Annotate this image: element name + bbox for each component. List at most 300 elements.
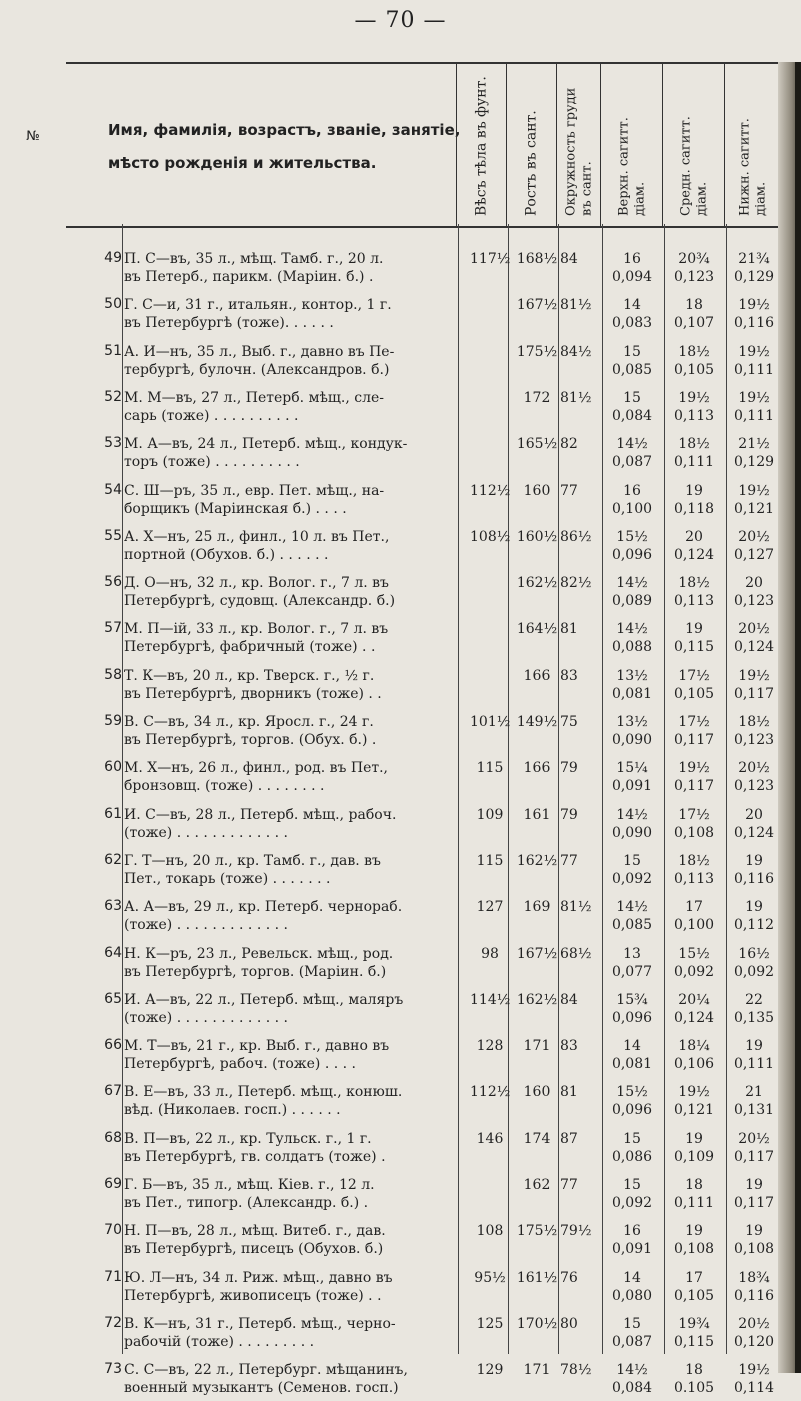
row-middle-cm: 20¾ — [678, 251, 710, 267]
row-number: 51 — [104, 342, 122, 359]
row-description — [124, 389, 459, 425]
row-middle-ratio: 0,118 — [673, 500, 715, 517]
row-lower-ratio: 0,129 — [733, 269, 775, 285]
row-chest: 77 — [560, 1177, 578, 1193]
row-middle-ratio: 0,108 — [673, 824, 715, 841]
row-middle-ratio: 0.105 — [673, 1380, 715, 1397]
row-middle-cm: 15½ — [678, 945, 710, 962]
row-upper-ratio: 0,087 — [611, 1333, 653, 1350]
row-height: 169 — [523, 899, 551, 916]
row-upper-ratio: 0,080 — [611, 1287, 653, 1304]
row-description-line1: А. А—въ, 29 л., кр. Петерб. чернораб. — [124, 899, 403, 916]
row-weight: 117½ — [470, 251, 511, 267]
row-lower-ratio: 0,124 — [733, 824, 775, 841]
row-middle-cm: 18¼ — [678, 1038, 710, 1055]
row-upper-sagittal — [606, 1130, 658, 1166]
header-middle-sagittal — [662, 64, 724, 226]
row-upper-sagittal — [606, 991, 658, 1027]
row-middle-ratio: 0,117 — [673, 778, 715, 795]
row-lower-cm: 22 — [745, 991, 763, 1008]
row-lower-sagittal — [728, 898, 780, 934]
row-description — [124, 991, 459, 1027]
table-row — [0, 1222, 801, 1262]
header-name-line1: Имя, фамилія, возрастъ, званіе, занятіе, — [108, 121, 461, 139]
row-upper-sagittal — [606, 759, 658, 795]
row-middle-ratio: 0,121 — [673, 1102, 715, 1119]
row-middle-cm: 19 — [685, 1223, 703, 1240]
row-number: 57 — [104, 620, 122, 637]
row-lower-ratio: 0,111 — [733, 1056, 775, 1073]
row-description — [124, 945, 459, 981]
row-number: 72 — [104, 1314, 122, 1331]
row-upper-cm: 14½ — [616, 575, 648, 592]
row-middle-ratio: 0,113 — [673, 407, 715, 424]
row-description-line1: Г. Т—нъ, 20 л., кр. Тамб. г., дав. въ — [124, 852, 381, 869]
row-description — [124, 806, 459, 842]
row-chest: 68½ — [560, 945, 592, 962]
header-height — [506, 64, 556, 226]
table-row — [0, 806, 801, 846]
row-lower-ratio: 0,092 — [733, 963, 775, 980]
row-lower-ratio: 0,123 — [733, 732, 775, 748]
row-description-line2: въ Пет., типогр. (Александр. б.) . — [124, 1195, 369, 1211]
row-lower-sagittal — [728, 1222, 780, 1258]
row-middle-ratio: 0,113 — [673, 593, 715, 610]
page-edge-dark — [795, 62, 801, 1373]
row-description-line1: Г. С—и, 31 г., итальян., контор., 1 г. — [124, 297, 392, 314]
row-lower-ratio: 0,129 — [733, 454, 775, 471]
table-header — [26, 62, 796, 228]
header-weight-label: Вѣсъ тѣла въ фунт. — [473, 76, 489, 216]
row-lower-sagittal — [728, 1083, 780, 1119]
row-description — [124, 1315, 459, 1351]
row-middle-sagittal — [668, 435, 720, 471]
row-upper-sagittal — [606, 898, 658, 934]
table-row — [0, 852, 801, 892]
row-middle-cm: 18 — [685, 1177, 703, 1193]
header-number-label: № — [26, 129, 40, 144]
header-lower-label-1: Нижн. сагитт. — [737, 118, 752, 216]
row-description-line2: Петербургѣ, фабричный (тоже) . . — [124, 639, 376, 656]
row-chest: 78½ — [560, 1362, 592, 1379]
row-middle-sagittal — [668, 1037, 720, 1073]
row-middle-sagittal — [668, 482, 720, 518]
header-chest-label-1: Окружность груди — [563, 87, 578, 216]
row-upper-cm: 14 — [623, 1038, 641, 1055]
row-lower-sagittal — [728, 574, 780, 610]
row-lower-ratio: 0,120 — [733, 1333, 775, 1350]
row-upper-cm: 15 — [623, 389, 641, 406]
row-upper-sagittal — [606, 1176, 658, 1212]
row-chest: 76 — [560, 1269, 578, 1286]
row-lower-cm: 20½ — [738, 621, 770, 638]
row-weight: 115 — [476, 760, 504, 777]
row-upper-cm: 13 — [623, 945, 641, 962]
row-upper-sagittal — [606, 620, 658, 656]
row-lower-cm: 19 — [745, 1038, 763, 1055]
row-description-line1: Ю. Л—нъ, 34 л. Риж. мѣщ., давно въ — [124, 1269, 393, 1286]
row-number: 54 — [104, 481, 122, 498]
row-description — [124, 1269, 459, 1305]
row-description — [124, 574, 459, 610]
row-description-line2: портной (Обухов. б.) . . . . . . — [124, 546, 329, 563]
table-row — [0, 528, 801, 568]
row-lower-cm: 20½ — [738, 1315, 770, 1332]
row-height: 161 — [523, 806, 551, 823]
row-upper-sagittal — [606, 482, 658, 518]
row-chest: 86½ — [560, 528, 592, 545]
table-row — [0, 482, 801, 522]
row-lower-ratio: 0,116 — [733, 1287, 775, 1304]
row-number: 67 — [104, 1083, 122, 1100]
row-lower-cm: 19½ — [738, 297, 770, 314]
table-row — [0, 713, 801, 753]
row-lower-sagittal — [728, 1315, 780, 1351]
row-upper-sagittal — [606, 435, 658, 471]
row-middle-sagittal — [668, 1361, 720, 1397]
row-number: 70 — [104, 1222, 122, 1239]
row-upper-cm: 13½ — [616, 714, 648, 730]
row-upper-cm: 13½ — [616, 667, 648, 684]
header-height-label: Ростъ въ сант. — [523, 110, 539, 216]
row-description-line2: Петербургѣ, рабоч. (тоже) . . . . — [124, 1056, 356, 1073]
row-weight: 98 — [481, 945, 499, 962]
row-weight: 146 — [476, 1130, 504, 1147]
row-lower-cm: 19½ — [738, 343, 770, 360]
row-lower-sagittal — [728, 945, 780, 981]
header-weight — [456, 64, 506, 226]
row-upper-cm: 16 — [623, 482, 641, 499]
row-upper-sagittal — [606, 713, 658, 749]
header-middle-label-1: Средн. сагитт. — [678, 116, 693, 216]
row-upper-cm: 15¾ — [616, 991, 648, 1008]
row-chest: 83 — [560, 667, 578, 684]
row-height: 161½ — [516, 1269, 558, 1286]
row-lower-ratio: 0,116 — [733, 870, 775, 887]
table-row — [0, 898, 801, 938]
header-upper-label-2: діам. — [632, 181, 647, 216]
row-lower-cm: 19 — [745, 1177, 763, 1193]
row-upper-sagittal — [606, 806, 658, 842]
row-number: 61 — [104, 805, 122, 822]
row-upper-ratio: 0,084 — [611, 1380, 653, 1397]
row-lower-sagittal — [728, 1130, 780, 1166]
row-number: 73 — [104, 1361, 122, 1378]
row-middle-cm: 18½ — [678, 575, 710, 592]
table-row — [0, 1176, 801, 1216]
row-middle-cm: 17 — [685, 1269, 703, 1286]
row-upper-ratio: 0,081 — [611, 685, 653, 702]
row-lower-ratio: 0,123 — [733, 778, 775, 795]
row-number: 53 — [104, 435, 122, 452]
row-upper-cm: 14½ — [616, 806, 648, 823]
row-height: 175½ — [516, 343, 558, 360]
table-row — [0, 574, 801, 614]
row-number: 60 — [104, 759, 122, 776]
row-upper-ratio: 0,084 — [611, 407, 653, 424]
row-lower-sagittal — [728, 389, 780, 425]
row-height: 171 — [523, 1362, 551, 1379]
row-description-line2: Пет., токарь (тоже) . . . . . . . — [124, 870, 331, 887]
row-lower-cm: 18½ — [738, 714, 770, 730]
row-lower-sagittal — [728, 1269, 780, 1305]
row-upper-cm: 15½ — [616, 1084, 648, 1101]
row-description-line2: рабочій (тоже) . . . . . . . . . — [124, 1333, 315, 1350]
row-lower-ratio: 0,124 — [733, 639, 775, 656]
row-middle-sagittal — [668, 389, 720, 425]
row-lower-sagittal — [728, 1037, 780, 1073]
row-number: 52 — [104, 388, 122, 405]
row-number: 69 — [104, 1176, 122, 1192]
row-chest: 80 — [560, 1315, 578, 1332]
row-weight: 127 — [476, 899, 504, 916]
row-middle-cm: 18 — [685, 297, 703, 314]
row-lower-sagittal — [728, 1176, 780, 1212]
row-number: 63 — [104, 898, 122, 915]
header-upper-label-1: Верхн. сагитт. — [616, 117, 631, 216]
row-description — [124, 1130, 459, 1166]
row-number: 56 — [104, 574, 122, 591]
row-middle-sagittal — [668, 343, 720, 379]
row-upper-cm: 14½ — [616, 1362, 648, 1379]
table-row — [0, 667, 801, 707]
row-upper-sagittal — [606, 945, 658, 981]
row-middle-sagittal — [668, 296, 720, 332]
row-lower-ratio: 0,135 — [733, 1009, 775, 1026]
row-lower-sagittal — [728, 667, 780, 703]
row-height: 160 — [523, 482, 551, 499]
row-height: 162½ — [516, 852, 558, 869]
row-description-line2: тербургѣ, булочн. (Александров. б.) — [124, 361, 390, 378]
row-upper-sagittal — [606, 852, 658, 888]
row-middle-cm: 18½ — [678, 852, 710, 869]
row-upper-sagittal — [606, 343, 658, 379]
row-middle-sagittal — [668, 806, 720, 842]
row-description-line2: въ Петербургѣ, писецъ (Обухов. б.) — [124, 1241, 384, 1258]
header-middle-label-2: діам. — [694, 181, 709, 216]
row-middle-sagittal — [668, 759, 720, 795]
row-number: 64 — [104, 944, 122, 961]
row-height: 164½ — [516, 621, 558, 638]
row-height: 149½ — [516, 714, 558, 730]
table-row — [0, 389, 801, 429]
row-lower-sagittal — [728, 620, 780, 656]
row-upper-ratio: 0,090 — [611, 824, 653, 841]
row-description-line1: И. А—въ, 22 л., Петерб. мѣщ., маляръ — [124, 991, 404, 1008]
row-middle-ratio: 0,105 — [673, 1287, 715, 1304]
row-middle-sagittal — [668, 667, 720, 703]
row-description — [124, 296, 459, 332]
row-number: 58 — [104, 666, 122, 683]
table-row — [0, 1130, 801, 1170]
row-upper-sagittal — [606, 1083, 658, 1119]
row-chest: 81 — [560, 1084, 578, 1101]
row-middle-cm: 17½ — [678, 667, 710, 684]
row-upper-cm: 15 — [623, 343, 641, 360]
row-description — [124, 759, 459, 795]
row-height: 160½ — [516, 528, 558, 545]
row-description-line1: М. П—ій, 33 л., кр. Волог. г., 7 л. въ — [124, 621, 389, 638]
table-row — [0, 250, 801, 290]
table-row — [0, 1361, 801, 1401]
row-description-line2: Петербургѣ, живописецъ (тоже) . . — [124, 1287, 382, 1304]
row-height: 170½ — [516, 1315, 558, 1332]
row-middle-ratio: 0,124 — [673, 546, 715, 563]
row-upper-sagittal — [606, 1315, 658, 1351]
row-lower-sagittal — [728, 713, 780, 749]
table-row — [0, 1269, 801, 1309]
row-description-line1: С. С—въ, 22 л., Петербург. мѣщанинъ, — [124, 1362, 408, 1379]
row-upper-cm: 15 — [623, 1315, 641, 1332]
row-upper-ratio: 0,083 — [611, 315, 653, 332]
row-lower-sagittal — [728, 991, 780, 1027]
row-height: 167½ — [516, 945, 558, 962]
row-description — [124, 852, 459, 888]
row-description-line1: Н. К—ръ, 23 л., Ревельск. мѣщ., род. — [124, 945, 394, 962]
row-upper-ratio: 0,088 — [611, 639, 653, 656]
row-number: 65 — [104, 990, 122, 1007]
table-row — [0, 296, 801, 336]
row-chest: 81½ — [560, 389, 592, 406]
row-upper-cm: 15 — [623, 1130, 641, 1147]
row-number: 49 — [104, 250, 122, 266]
row-lower-cm: 19 — [745, 1223, 763, 1240]
row-upper-sagittal — [606, 1269, 658, 1305]
row-lower-ratio: 0,131 — [733, 1102, 775, 1119]
row-lower-ratio: 0,117 — [733, 1195, 775, 1211]
row-middle-cm: 18½ — [678, 436, 710, 453]
row-lower-ratio: 0,112 — [733, 917, 775, 934]
row-description-line2: военный музыкантъ (Семенов. госп.) — [124, 1380, 399, 1397]
row-middle-cm: 20¼ — [678, 991, 710, 1008]
row-upper-ratio: 0,087 — [611, 454, 653, 471]
row-middle-cm: 19½ — [678, 1084, 710, 1101]
row-description-line1: В. П—въ, 22 л., кр. Тульск. г., 1 г. — [124, 1130, 372, 1147]
row-height: 175½ — [516, 1223, 558, 1240]
row-description — [124, 667, 459, 703]
header-lower-label-2: діам. — [753, 181, 768, 216]
row-lower-sagittal — [728, 528, 780, 564]
header-name-label — [108, 114, 488, 180]
row-middle-cm: 18 — [685, 1362, 703, 1379]
row-chest: 79 — [560, 760, 578, 777]
row-lower-sagittal — [728, 435, 780, 471]
table-row — [0, 1037, 801, 1077]
row-middle-ratio: 0,115 — [673, 1333, 715, 1350]
row-middle-ratio: 0,117 — [673, 732, 715, 748]
header-lower-sagittal — [724, 64, 780, 226]
row-middle-sagittal — [668, 1083, 720, 1119]
row-upper-cm: 14 — [623, 1269, 641, 1286]
row-upper-cm: 16 — [623, 251, 641, 267]
row-chest: 84½ — [560, 343, 592, 360]
row-description — [124, 898, 459, 934]
row-middle-cm: 20 — [685, 528, 703, 545]
row-upper-cm: 15¼ — [616, 760, 648, 777]
row-middle-ratio: 0,124 — [673, 1009, 715, 1026]
row-chest: 84 — [560, 991, 578, 1008]
row-description — [124, 1361, 459, 1397]
row-number: 50 — [104, 296, 122, 313]
row-weight: 108 — [476, 1223, 504, 1240]
row-middle-cm: 19½ — [678, 389, 710, 406]
row-lower-cm: 19½ — [738, 1362, 770, 1379]
row-lower-sagittal — [728, 482, 780, 518]
row-upper-sagittal — [606, 1222, 658, 1258]
row-description-line2: (тоже) . . . . . . . . . . . . . — [124, 824, 288, 841]
row-upper-ratio: 0,091 — [611, 1241, 653, 1258]
row-upper-sagittal — [606, 528, 658, 564]
row-middle-ratio: 0,115 — [673, 639, 715, 656]
row-description — [124, 482, 459, 518]
row-middle-sagittal — [668, 1222, 720, 1258]
row-middle-ratio: 0,108 — [673, 1241, 715, 1258]
row-lower-cm: 21 — [745, 1084, 763, 1101]
row-description-line1: М. Х—нъ, 26 л., финл., род. въ Пет., — [124, 760, 389, 777]
row-chest: 81 — [560, 621, 578, 638]
row-lower-cm: 16½ — [738, 945, 770, 962]
row-lower-ratio: 0,116 — [733, 315, 775, 332]
row-upper-ratio: 0,096 — [611, 546, 653, 563]
header-chest — [556, 64, 600, 226]
row-lower-cm: 21½ — [738, 436, 770, 453]
row-middle-sagittal — [668, 528, 720, 564]
row-lower-sagittal — [728, 1361, 780, 1397]
row-lower-cm: 20½ — [738, 528, 770, 545]
row-lower-cm: 19 — [745, 899, 763, 916]
row-description-line1: Н. П—въ, 28 л., мѣщ. Витеб. г., дав. — [124, 1223, 386, 1240]
row-lower-sagittal — [728, 343, 780, 379]
row-lower-ratio: 0,121 — [733, 500, 775, 517]
row-lower-ratio: 0,117 — [733, 685, 775, 702]
row-height: 160 — [523, 1084, 551, 1101]
row-upper-sagittal — [606, 1361, 658, 1397]
row-upper-cm: 15½ — [616, 528, 648, 545]
row-upper-cm: 14 — [623, 297, 641, 314]
row-weight: 114½ — [470, 991, 511, 1008]
row-number: 62 — [104, 851, 122, 868]
row-height: 165½ — [516, 436, 558, 453]
row-upper-sagittal — [606, 667, 658, 703]
row-lower-cm: 19½ — [738, 389, 770, 406]
row-upper-sagittal — [606, 1037, 658, 1073]
row-middle-ratio: 0,107 — [673, 315, 715, 332]
row-middle-cm: 17 — [685, 899, 703, 916]
row-weight: 129 — [476, 1362, 504, 1379]
row-upper-ratio: 0,086 — [611, 1148, 653, 1165]
table-row — [0, 435, 801, 475]
row-description-line2: въ Петерб., парикм. (Маріин. б.) . — [124, 269, 374, 285]
row-description-line2: въ Петербургѣ (тоже). . . . . . — [124, 315, 334, 332]
row-height: 166 — [523, 667, 551, 684]
row-middle-sagittal — [668, 574, 720, 610]
row-description-line2: въ Петербургѣ, торгов. (Маріин. б.) — [124, 963, 387, 980]
row-middle-cm: 17½ — [678, 714, 710, 730]
row-upper-sagittal — [606, 389, 658, 425]
row-description-line1: И. С—въ, 28 л., Петерб. мѣщ., рабоч. — [124, 806, 397, 823]
row-description-line1: Д. О—нъ, 32 л., кр. Волог. г., 7 л. въ — [124, 575, 389, 592]
row-chest: 82 — [560, 436, 578, 453]
row-number: 66 — [104, 1037, 122, 1054]
row-upper-ratio: 0,085 — [611, 917, 653, 934]
row-description-line1: Т. К—въ, 20 л., кр. Тверск. г., ½ г. — [124, 667, 375, 684]
row-middle-sagittal — [668, 620, 720, 656]
row-upper-cm: 14½ — [616, 436, 648, 453]
row-lower-cm: 19½ — [738, 667, 770, 684]
header-upper-sagittal — [600, 64, 662, 226]
row-lower-cm: 20½ — [738, 1130, 770, 1147]
row-description-line1: С. Ш—ръ, 35 л., евр. Пет. мѣщ., на- — [124, 482, 385, 499]
